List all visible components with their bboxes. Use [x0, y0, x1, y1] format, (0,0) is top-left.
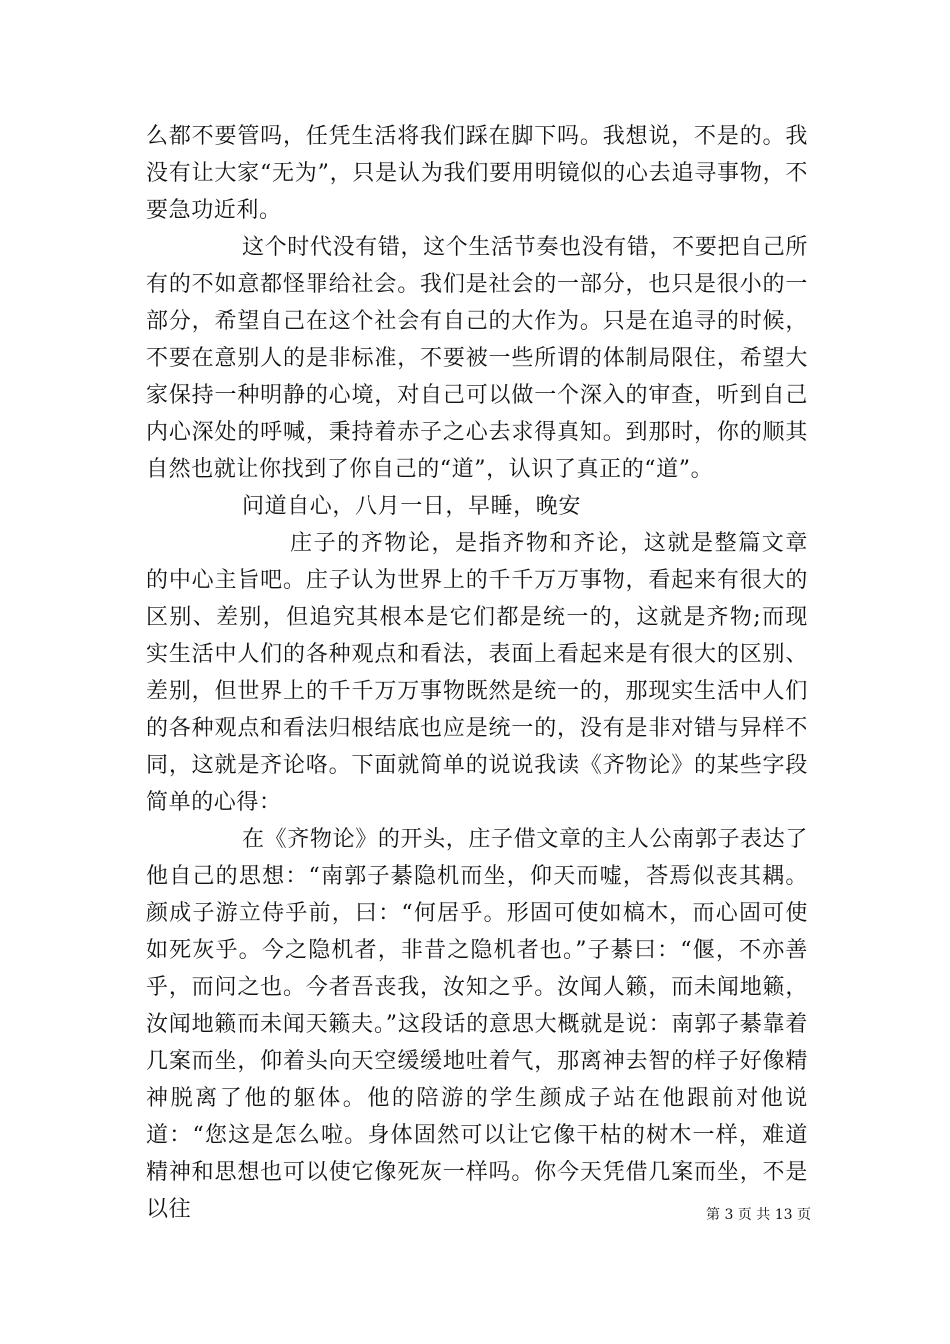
- page-number-footer: 第 3 页 共 13 页: [706, 1207, 811, 1223]
- paragraph-continuation: 么都不要管吗，任凭生活将我们踩在脚下吗。我想说，不是的。我没有让大家“无为”，只是认为我们要用明镜似的心去追寻事物，不要急功近利。: [146, 124, 808, 223]
- document-body: [146, 118, 808, 1228]
- paragraph-signoff: 问道自心，八月一日，早睡，晚安: [242, 494, 582, 519]
- paragraph-era: 这个时代没有错，这个生活节奏也没有错，不要把自己所有的不如意都怪罪给社会。我们是社会的一部分，也只是很小的一部分，希望自己在这个社会有自己的大作为。只是在追寻的时候，不要在意别人的是非标准，不要被一些所谓的体制局限住，希望大家保持一种明静的心境，对自己可以做一个深入的审查，听到自己内心深处的呼喊，秉持着赤子之心去求得真知。到那时，你的顺其自然也就让你找到了你自己的“道”，认识了真正的“道”。: [146, 235, 808, 482]
- paragraph-qiwulun-intro: 庄子的齐物论，是指齐物和齐论，这就是整篇文章的中心主旨吧。庄子认为世界上的千千万万事物，看起来有很大的区别、差别，但追究其根本是它们都是统一的，这就是齐物;而现实生活中人们的各种观点和看法，表面上看起来是有很大的区别、差别，但世界上的千千万万事物既然是统一的，那现实生活中人们的各种观点和看法归根结底也应是统一的，没有是非对错与异样不同，这就是齐论咯。下面就简单的说说我读《齐物论》的某些字段简单的心得：: [146, 531, 808, 815]
- paragraph-nanguozi: 在《齐物论》的开头，庄子借文章的主人公南郭子表达了他自己的思想：“南郭子綦隐机而坐，仰天而嘘，荅焉似丧其耦。颜成子游立侍乎前，曰：“何居乎。形固可使如槁木，而心固可使如死灰乎。今之隐机者，非昔之隐机者也。”子綦曰：“偃，不亦善乎，而问之也。今者吾丧我，汝知之乎。汝闻人籁，而未闻地籁，汝闻地籁而未闻天籁夫。”这段话的意思大概就是说：南郭子綦靠着几案而坐，仰着头向天空缓缓地吐着气，那离神去智的样子好像精神脱离了他的躯体。他的陪游的学生颜成子站在他跟前对他说道：“您这是怎么啦。身体固然可以让它像干枯的树木一样，难道精神和思想也可以使它像死灰一样吗。你今天凭借几案而坐，不是以往: [146, 827, 808, 1222]
